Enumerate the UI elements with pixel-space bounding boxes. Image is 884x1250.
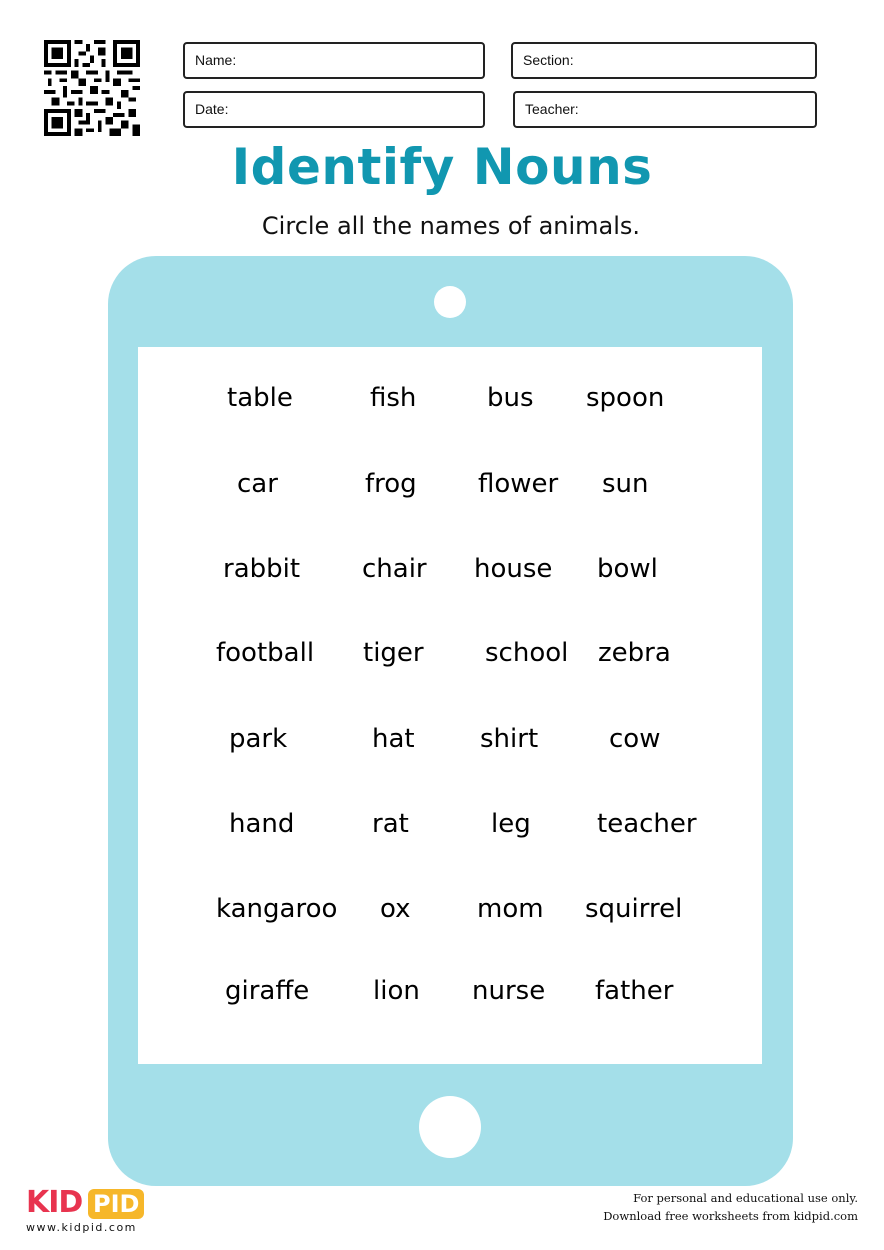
word-item[interactable]: flower xyxy=(478,469,559,499)
word-item[interactable]: tiger xyxy=(363,638,424,668)
word-item[interactable]: fish xyxy=(370,383,417,413)
word-item[interactable]: leg xyxy=(491,809,531,839)
word-item[interactable]: park xyxy=(229,724,288,754)
qr-code-icon xyxy=(42,40,142,136)
word-item[interactable]: house xyxy=(474,554,553,584)
word-item[interactable]: spoon xyxy=(586,383,665,413)
word-item[interactable]: lion xyxy=(373,976,420,1006)
tablet-camera xyxy=(434,286,466,318)
footer-line-2: Download free worksheets from kidpid.com xyxy=(603,1209,858,1223)
logo-pid-text: PID xyxy=(88,1189,144,1219)
word-item[interactable]: sun xyxy=(602,469,649,499)
section-field[interactable]: Section: xyxy=(511,42,817,79)
footer-line-1: For personal and educational use only. xyxy=(633,1191,858,1205)
word-item[interactable]: hat xyxy=(372,724,415,754)
word-item[interactable]: giraffe xyxy=(225,976,310,1006)
word-item[interactable]: car xyxy=(237,469,278,499)
date-field[interactable]: Date: xyxy=(183,91,485,128)
word-item[interactable]: hand xyxy=(229,809,295,839)
word-item[interactable]: table xyxy=(227,383,293,413)
word-item[interactable]: squirrel xyxy=(585,894,683,924)
logo-url[interactable]: www.kidpid.com xyxy=(26,1221,137,1234)
word-item[interactable]: frog xyxy=(365,469,417,499)
teacher-field[interactable]: Teacher: xyxy=(513,91,817,128)
instruction-text: Circle all the names of animals. xyxy=(261,212,641,240)
word-item[interactable]: zebra xyxy=(598,638,671,668)
footer-note xyxy=(603,1189,858,1225)
word-item[interactable]: chair xyxy=(362,554,427,584)
word-item[interactable]: school xyxy=(485,638,569,668)
word-item[interactable]: kangaroo xyxy=(216,894,338,924)
word-item[interactable]: father xyxy=(595,976,674,1006)
word-item[interactable]: bowl xyxy=(597,554,658,584)
word-item[interactable]: teacher xyxy=(597,809,697,839)
tablet-screen xyxy=(138,347,762,1064)
word-item[interactable]: bus xyxy=(487,383,534,413)
word-item[interactable]: cow xyxy=(609,724,661,754)
word-item[interactable]: ox xyxy=(380,894,411,924)
word-item[interactable]: nurse xyxy=(472,976,546,1006)
word-item[interactable]: shirt xyxy=(480,724,539,754)
word-item[interactable]: football xyxy=(216,638,315,668)
logo-kid-text: KID xyxy=(26,1185,83,1220)
word-item[interactable]: rat xyxy=(372,809,409,839)
name-field[interactable]: Name: xyxy=(183,42,485,79)
word-item[interactable]: mom xyxy=(477,894,544,924)
tablet-home-button xyxy=(419,1096,481,1158)
page-title: Identify Nouns xyxy=(231,138,653,196)
word-item[interactable]: rabbit xyxy=(223,554,301,584)
